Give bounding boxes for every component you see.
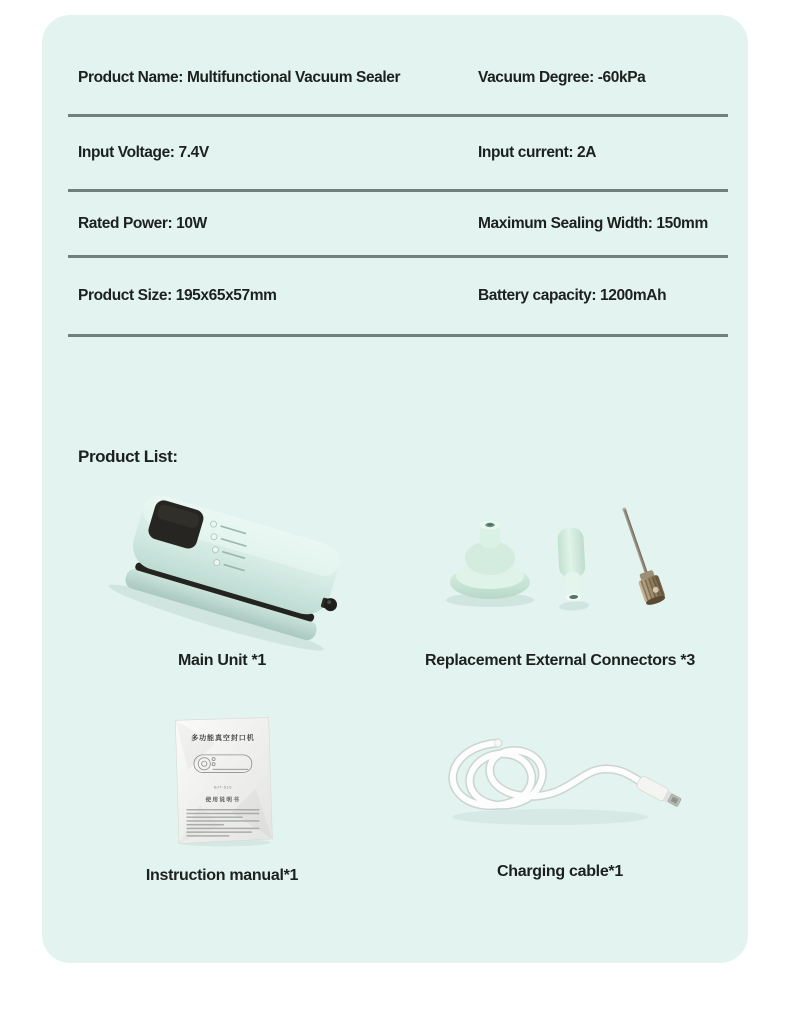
vacuum-sealer-drawing <box>72 470 372 648</box>
spec-row-power <box>68 192 728 258</box>
spec-card <box>42 15 748 963</box>
cable-caption: Charging cable*1 <box>497 863 623 880</box>
spec-product-size: Product Size: 195x65x57mm <box>78 287 277 304</box>
spec-row-size <box>68 258 728 337</box>
manual-paper-drawing <box>166 712 278 850</box>
product-item-main-unit <box>62 470 382 671</box>
manual-image <box>72 705 372 857</box>
manual-model-text: BJT-616 <box>214 784 232 790</box>
manual-subtitle-text: 使用说明书 <box>205 797 241 804</box>
main-unit-caption: Main Unit *1 <box>178 652 266 669</box>
product-list-heading: Product List: <box>78 447 178 466</box>
main-unit-image <box>72 470 372 648</box>
usb-cable-drawing <box>410 705 710 855</box>
spec-input-voltage: Input Voltage: 7.4V <box>78 144 209 161</box>
spec-rated-power: Rated Power: 10W <box>78 214 207 232</box>
manual-title-text: 多功能真空封口机 <box>191 734 255 742</box>
spec-battery-capacity: Battery capacity: 1200mAh <box>478 287 667 304</box>
connector-tips-drawing <box>410 470 710 648</box>
connectors-image <box>410 470 710 648</box>
spec-sealing-width: Maximum Sealing Width: 150mm <box>478 214 708 232</box>
product-item-connectors <box>400 470 720 671</box>
spec-product-name: Product Name: Multifunctional Vacuum Sealer <box>78 69 401 86</box>
spec-table <box>68 42 728 337</box>
spec-row-voltage <box>68 117 728 192</box>
cable-image <box>410 705 710 855</box>
product-item-manual <box>62 705 382 886</box>
spec-row-product-name <box>68 42 728 117</box>
connectors-caption: Replacement External Connectors *3 <box>425 652 695 669</box>
manual-caption: Instruction manual*1 <box>145 867 299 884</box>
spec-input-current: Input current: 2A <box>478 144 597 161</box>
spec-vacuum-degree: Vacuum Degree: -60kPa <box>478 69 646 86</box>
product-item-cable <box>400 705 720 882</box>
